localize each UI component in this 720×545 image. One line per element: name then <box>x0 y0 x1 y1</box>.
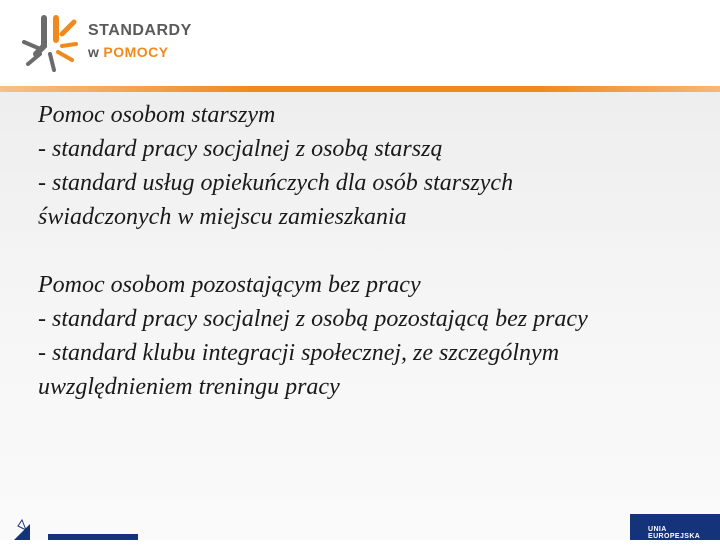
section-line: uwzględnieniem treningu pracy <box>38 374 340 400</box>
logo-title: STANDARDY <box>88 22 192 39</box>
section-heading: Pomoc osobom pozostającym bez pracy <box>38 272 421 298</box>
kapital-ludzki-logo-icon <box>0 516 160 540</box>
section-line: - standard usług opiekuńczych dla osób starszych <box>38 170 514 196</box>
eu-label: UNIA EUROPEJSKA <box>648 526 701 540</box>
section-line: - standard pracy socjalnej z osobą starszą <box>38 136 443 162</box>
logo-subtitle-word: POMOCY <box>103 44 169 60</box>
logo-subtitle <box>88 44 169 60</box>
section-elderly <box>38 98 708 234</box>
logo-subtitle-prefix: w <box>88 44 100 60</box>
section-heading: Pomoc osobom starszym <box>38 102 276 128</box>
footer-left-logo <box>0 516 160 540</box>
section-line: - standard pracy socjalnej z osobą pozostającą bez pracy <box>38 306 588 332</box>
section-unemployed <box>38 268 708 404</box>
eu-flag-badge <box>630 514 720 540</box>
header <box>0 0 720 86</box>
section-line: świadczonych w miejscu zamieszkania <box>38 204 407 230</box>
section-line: - standard klubu integracji społecznej, ze szczególnym <box>38 340 560 366</box>
standardy-w-pomocy-logo <box>18 14 198 76</box>
logo-mark-icon <box>18 14 80 76</box>
